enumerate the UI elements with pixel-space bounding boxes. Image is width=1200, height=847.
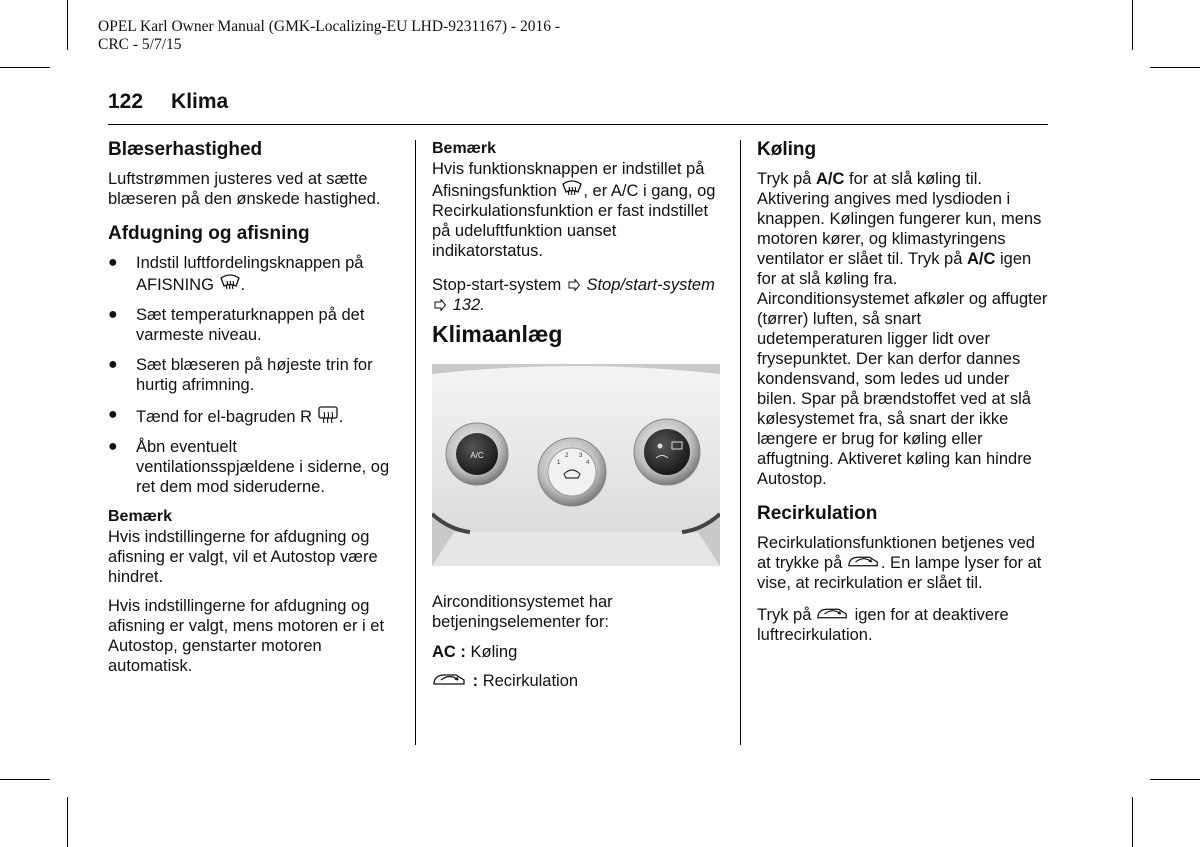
fan-speed-label: 2 [565,453,569,459]
reference-link[interactable]: Stop/start-system [586,276,715,294]
recirculation-icon [432,671,468,689]
climate-control-panel-image [432,364,720,566]
defrost-icon [219,273,241,293]
section-heading: Recirkulation [757,503,878,524]
paragraph: Tryk på igen for at deaktivere luftrecirkulation. [757,606,1009,644]
crop-mark [1132,797,1133,847]
crop-mark [1150,779,1200,780]
list-item: ● Tænd for el-bagruden R . [108,406,344,426]
definition-row [432,642,724,662]
term: : [472,672,479,690]
ac-label: A/C [470,451,484,460]
paragraph: Luftstrømmen justeres ved at sætte blæseren på den ønskede hastighed. [108,170,381,208]
definition-row [432,671,724,691]
fan-speed-label: 4 [586,460,590,466]
note-text: Hvis funktionsknappen er indstillet på Afisningsfunktion , er A/C i gang, og Recirkulationsfunktion er fast indstillet på udeluftfunktion uanset indikatorstatus. [432,160,716,260]
section-heading: Afdugning og afisning [108,223,310,244]
header-line: OPEL Karl Owner Manual (GMK-Localizing-EU LHD-9231167) - 2016 - [98,18,561,35]
fan-speed-label: 3 [579,453,583,459]
crop-mark [67,0,68,50]
column-divider [740,140,741,745]
section-heading: Blæserhastighed [108,139,263,160]
list-item: ● Åbn eventuelt ventilationsspjældene i siderne, og ret dem mod sideruderne. [108,438,390,496]
cross-reference: Stop-start-system Stop/start-system 132. [432,276,715,314]
fan-speed-label: 1 [557,460,561,466]
column-right [757,139,1049,654]
header-rule [108,124,1048,125]
crop-mark [0,67,50,68]
crop-mark [1150,67,1200,68]
recirculation-icon [847,553,881,571]
paragraph: Tryk på A/C for at slå køling til. Aktivering angives med lysdioden i knappen. Kølingen fungerer kun, mens motoren kører, og klimastyringens ventilator er slået til. Tryk på A/C igen for at slå køling fra. Airconditionsystemet afkøler og affugter (tørrer) luften, så snart udetemperaturen ligger lidt over frysepunktet. Der kan derfor dannes kondensvand, som ledes ud under bilen. Spar på brændstoffet ved at slå kølesystemet fra, så snart der ikke længere er brug for køling eller affugtning. Aktiveret køling kan hindre Autostop. [757,170,1048,488]
header-line: CRC - 5/7/15 [98,36,182,53]
paragraph: Airconditionsystemet har betjeningselementer for: [432,593,613,631]
running-head [108,90,228,114]
definition: Recirkulation [482,672,579,690]
note-text: Hvis indstillingerne for afdugning og afisning er valgt, vil et Autostop være hindret. [108,528,378,586]
defrost-icon [561,179,583,199]
term: AC : [432,643,466,661]
crop-mark [1132,0,1133,50]
ac-button-label: A/C [815,170,845,188]
note-text: Hvis indstillingerne for afdugning og afisning er valgt, mens motoren er i et Autostop, genstarter motoren automatisk. [108,597,385,675]
list-item: ● Indstil luftfordelingsknappen på AFISNING . [108,254,364,294]
ac-button-label: A/C [967,250,996,268]
paragraph: Recirkulationsfunktionen betjenes ved at trykke på . En lampe lyser for at vise, at recirkulation er slået til. [757,534,1042,592]
note-label: Bemærk [432,140,497,157]
chapter-title: Klima [171,90,229,113]
section-title: Klimaanlæg [432,321,563,347]
section-heading: Køling [757,139,817,160]
document-header [98,18,618,54]
list-item: ● Sæt temperaturknappen på det varmeste niveau. [108,306,365,344]
list-item: ● Sæt blæseren på højeste trin for hurtig afrimning. [108,356,373,394]
crop-mark [0,779,50,780]
reference-arrow-icon [568,279,580,291]
column-divider [415,140,416,745]
note-label: Bemærk [108,508,173,525]
reference-page[interactable]: 132. [452,296,485,314]
reference-arrow-icon [434,299,446,311]
bullet-list [108,253,398,497]
definition: Køling [470,643,518,661]
rear-defrost-icon [317,405,339,425]
crop-mark [67,797,68,847]
recirculation-icon [816,605,850,623]
column-middle [432,139,724,700]
page-number: 122 [108,90,144,113]
column-left [108,139,398,685]
